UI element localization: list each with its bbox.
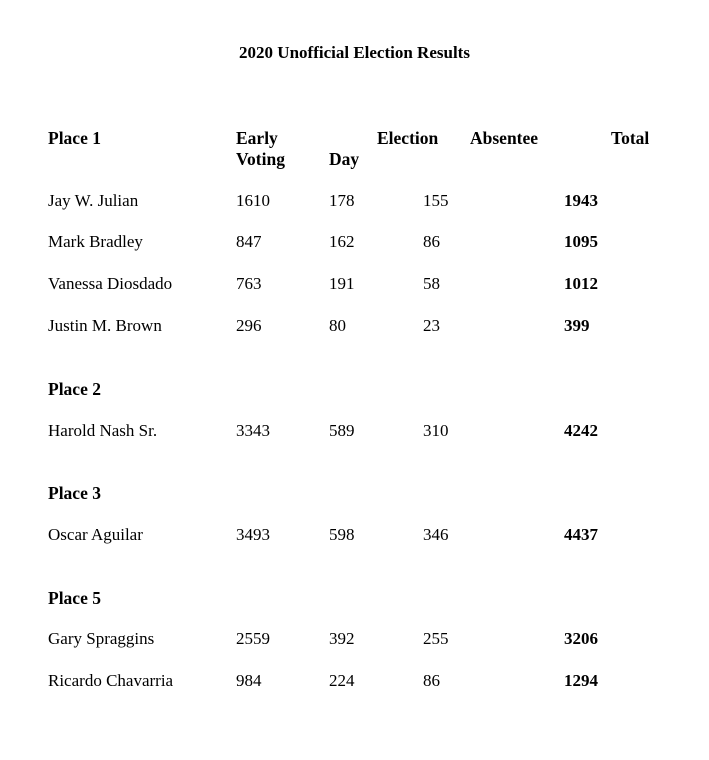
absentee-value: 255 <box>423 629 449 648</box>
early-voting-value: 3493 <box>236 525 270 544</box>
absentee-value: 86 <box>423 232 440 251</box>
absentee-value: 86 <box>423 671 440 690</box>
header-election-day-line1: Election <box>377 128 439 148</box>
election-day-value: 178 <box>329 191 355 210</box>
header-absentee: Absentee <box>470 128 539 148</box>
absentee-value: 310 <box>423 421 449 440</box>
election-day-value: 191 <box>329 274 355 293</box>
early-voting-value: 296 <box>236 316 262 335</box>
section-heading-place-3: Place 3 <box>48 483 101 503</box>
candidate-name: Justin M. Brown <box>48 316 162 335</box>
candidate-name: Vanessa Diosdado <box>48 274 173 293</box>
total-value: 3206 <box>564 629 598 648</box>
section-heading-place-5: Place 5 <box>48 588 101 608</box>
election-day-value: 162 <box>329 232 355 251</box>
total-value: 1943 <box>564 191 598 210</box>
section-heading-place-1: Place 1 <box>48 128 101 148</box>
early-voting-value: 984 <box>236 671 262 690</box>
absentee-value: 23 <box>423 316 440 335</box>
election-day-value: 224 <box>329 671 355 690</box>
total-value: 1294 <box>564 671 598 690</box>
absentee-value: 155 <box>423 191 449 210</box>
document-title: 2020 Unofficial Election Results <box>239 43 470 62</box>
candidate-name: Mark Bradley <box>48 232 143 251</box>
candidate-name: Gary Spraggins <box>48 629 155 648</box>
early-voting-value: 847 <box>236 232 262 251</box>
election-day-value: 589 <box>329 421 355 440</box>
candidate-name: Ricardo Chavarria <box>48 671 174 690</box>
total-value: 1095 <box>564 232 598 251</box>
total-value: 399 <box>564 316 590 335</box>
candidate-name: Jay W. Julian <box>48 191 139 210</box>
election-day-value: 598 <box>329 525 355 544</box>
header-total: Total <box>611 128 650 148</box>
total-value: 4437 <box>564 525 598 544</box>
total-value: 4242 <box>564 421 598 440</box>
election-day-value: 80 <box>329 316 346 335</box>
absentee-value: 346 <box>423 525 449 544</box>
header-early-voting-line2: Voting <box>236 149 285 169</box>
election-day-value: 392 <box>329 629 355 648</box>
absentee-value: 58 <box>423 274 440 293</box>
early-voting-value: 1610 <box>236 191 270 210</box>
total-value: 1012 <box>564 274 598 293</box>
candidate-name: Oscar Aguilar <box>48 525 143 544</box>
header-early-voting-line1: Early <box>236 128 278 148</box>
candidate-name: Harold Nash Sr. <box>48 421 158 440</box>
early-voting-value: 763 <box>236 274 262 293</box>
early-voting-value: 3343 <box>236 421 270 440</box>
early-voting-value: 2559 <box>236 629 270 648</box>
header-election-day-line2: Day <box>329 149 360 169</box>
section-heading-place-2: Place 2 <box>48 379 101 399</box>
